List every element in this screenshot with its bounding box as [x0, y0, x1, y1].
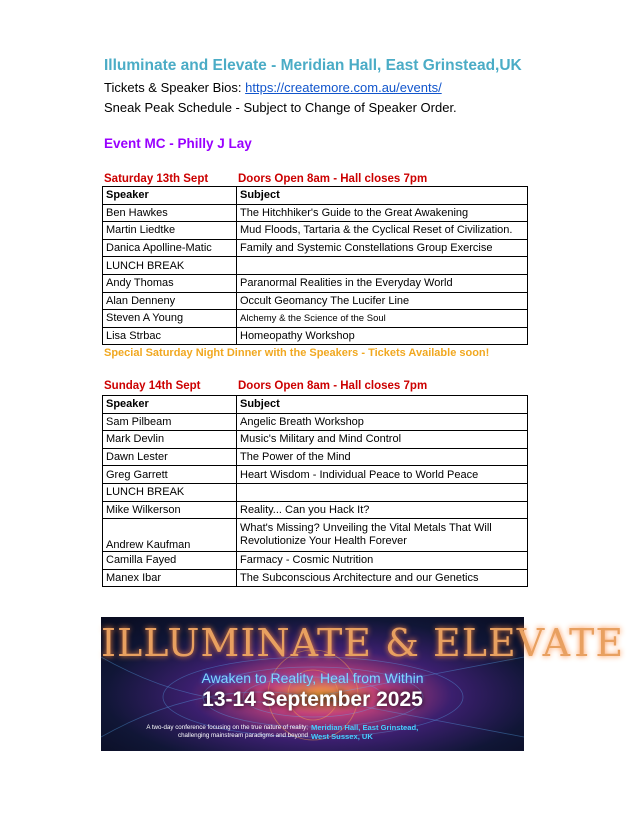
- subject-cell: The Hitchhiker's Guide to the Great Awakening: [237, 204, 528, 222]
- speaker-cell: Andrew Kaufman: [103, 519, 237, 552]
- speaker-column-header: Speaker: [103, 187, 237, 205]
- event-title: Illuminate and Elevate - Meridian Hall, East Grinstead,UK: [104, 57, 522, 74]
- sunday-schedule-table: [102, 395, 528, 587]
- table-header-row: [103, 187, 528, 205]
- speaker-column-header: Speaker: [103, 396, 237, 414]
- subject-cell: What's Missing? Unveiling the Vital Metals That Will Revolutionize Your Health Forever: [237, 519, 528, 552]
- saturday-schedule-table: [102, 186, 528, 345]
- special-dinner-note: Special Saturday Night Dinner with the Speakers - Tickets Available soon!: [104, 347, 490, 359]
- speaker-cell: Greg Garrett: [103, 466, 237, 484]
- speaker-cell: LUNCH BREAK: [103, 257, 237, 275]
- speaker-cell: Dawn Lester: [103, 448, 237, 466]
- subject-cell: Occult Geomancy The Lucifer Line: [237, 292, 528, 310]
- tickets-link[interactable]: https://createmore.com.au/events/: [245, 80, 442, 95]
- table-row: [103, 310, 528, 328]
- saturday-heading: [104, 173, 428, 185]
- speaker-cell: Camilla Fayed: [103, 552, 237, 570]
- tickets-label: Tickets & Speaker Bios:: [104, 80, 242, 95]
- tickets-line: [104, 80, 442, 95]
- sunday-doors: Doors Open 8am - Hall closes 7pm: [238, 380, 428, 392]
- speaker-cell: Mike Wilkerson: [103, 501, 237, 519]
- speaker-cell: Alan Denneny: [103, 292, 237, 310]
- table-row: [103, 483, 528, 501]
- table-row: [103, 204, 528, 222]
- speaker-cell: Lisa Strbac: [103, 327, 237, 345]
- speaker-cell: Mark Devlin: [103, 431, 237, 449]
- table-row: [103, 222, 528, 240]
- table-row: [103, 431, 528, 449]
- speaker-cell: Andy Thomas: [103, 274, 237, 292]
- table-row: [103, 519, 528, 552]
- table-row: [103, 239, 528, 257]
- table-row: [103, 552, 528, 570]
- subject-cell: Heart Wisdom - Individual Peace to World Peace: [237, 466, 528, 484]
- speaker-cell: Danica Apolline-Matic: [103, 239, 237, 257]
- table-row: [103, 448, 528, 466]
- speaker-cell: Steven A Young: [103, 310, 237, 328]
- table-row: [103, 466, 528, 484]
- saturday-day: Saturday 13th Sept: [104, 173, 209, 185]
- speaker-cell: LUNCH BREAK: [103, 483, 237, 501]
- subject-column-header: Subject: [237, 187, 528, 205]
- event-banner: [101, 617, 625, 751]
- table-header-row: [103, 396, 528, 414]
- subject-cell: Homeopathy Workshop: [237, 327, 528, 345]
- banner-dates: 13-14 September 2025: [202, 688, 423, 711]
- subject-cell: [237, 257, 528, 275]
- subject-cell: Family and Systemic Constellations Group Exercise: [237, 239, 528, 257]
- subject-cell: Farmacy - Cosmic Nutrition: [237, 552, 528, 570]
- subject-cell: Angelic Breath Workshop: [237, 413, 528, 431]
- subject-cell: Paranormal Realities in the Everyday World: [237, 274, 528, 292]
- saturday-doors: Doors Open 8am - Hall closes 7pm: [238, 173, 428, 185]
- banner-venue-line2: West Sussex, UK: [311, 732, 373, 741]
- speaker-cell: Manex Ibar: [103, 569, 237, 587]
- subject-cell: [237, 483, 528, 501]
- subject-cell: Reality... Can you Hack It?: [237, 501, 528, 519]
- subject-column-header: Subject: [237, 396, 528, 414]
- speaker-cell: Sam Pilbeam: [103, 413, 237, 431]
- table-row: [103, 257, 528, 275]
- banner-description: A two-day conference focusing on the true nature of reality; challenging mainstream paradigms and beyond: [146, 724, 308, 739]
- subject-cell: Alchemy & the Science of the Soul: [237, 310, 528, 328]
- speaker-cell: Ben Hawkes: [103, 204, 237, 222]
- event-mc: Event MC - Philly J Lay: [104, 136, 252, 151]
- subject-cell: Mud Floods, Tartaria & the Cyclical Reset of Civilization.: [237, 222, 528, 240]
- subject-cell: The Subconscious Architecture and our Genetics: [237, 569, 528, 587]
- sunday-heading: [104, 380, 428, 392]
- banner-venue-line1: Meridian Hall, East Grinstead,: [311, 723, 419, 732]
- table-row: [103, 569, 528, 587]
- table-row: [103, 413, 528, 431]
- schedule-note: Sneak Peak Schedule - Subject to Change of Speaker Order.: [104, 100, 457, 115]
- speaker-cell: Martin Liedtke: [103, 222, 237, 240]
- table-row: [103, 274, 528, 292]
- banner-venue: [311, 723, 471, 741]
- subject-cell: Music's Military and Mind Control: [237, 431, 528, 449]
- sunday-day: Sunday 14th Sept: [104, 380, 201, 392]
- table-row: [103, 501, 528, 519]
- banner-title: ILLUMINATE & ELEVATE: [101, 621, 625, 665]
- banner-tagline: Awaken to Reality, Heal from Within: [201, 670, 424, 686]
- table-row: [103, 292, 528, 310]
- table-row: [103, 327, 528, 345]
- subject-cell: The Power of the Mind: [237, 448, 528, 466]
